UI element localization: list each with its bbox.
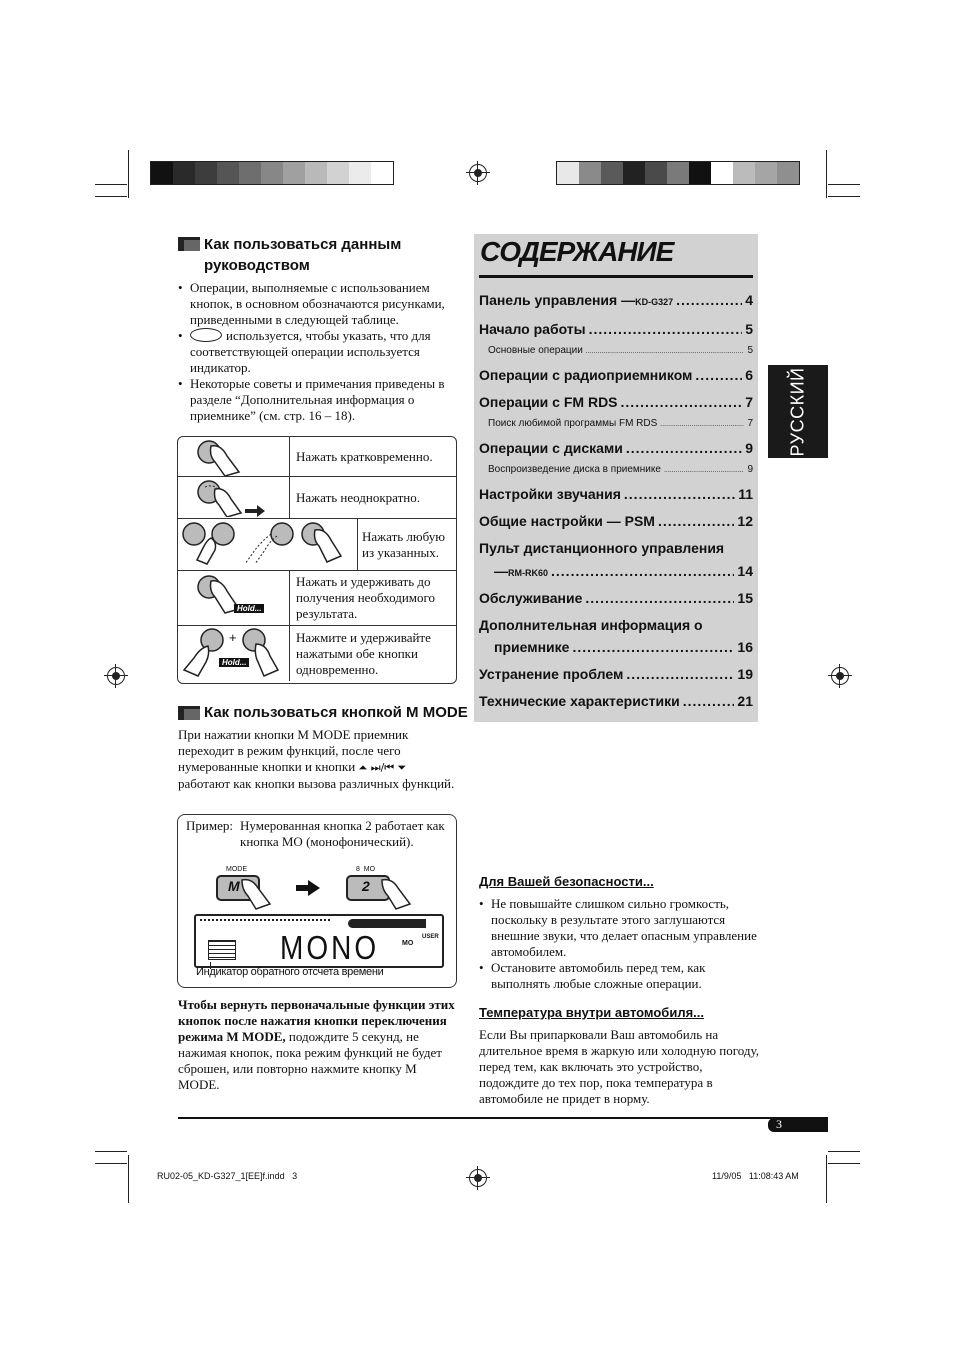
calibration-swatch <box>777 162 799 184</box>
toc-page-number: 5 <box>747 345 753 356</box>
press-hold-label: Нажать и удерживать до получения необходимого результата. <box>296 574 436 621</box>
press-any-icon <box>181 520 351 568</box>
toc-item: Начало работы ..... 5 <box>479 321 753 337</box>
toc-page-number: 4 <box>745 292 753 308</box>
toc-title: СОДЕРЖАНИЕ <box>480 236 674 267</box>
arrow-right-icon <box>296 880 320 896</box>
footer-file-name: RU02-05_KD-G327_1[EE]f.indd 3 <box>157 1171 298 1181</box>
toc-page-number: 5 <box>745 321 753 337</box>
calibration-swatch <box>601 162 623 184</box>
table-of-contents <box>474 234 758 722</box>
language-tab: РУССКИЙ <box>768 365 828 458</box>
toc-item: Устранение проблем ..... 19 <box>479 666 753 682</box>
list-item: • Не повышайте слишком сильно громкость, поскольку в результате этого заглушаются внешние звуки, что делает опасным управление автомобилем. <box>479 896 759 960</box>
calibration-swatch <box>195 162 217 184</box>
lcd-display <box>194 914 444 968</box>
calibration-swatch <box>623 162 645 184</box>
toc-page-number: 11 <box>738 486 753 502</box>
down-button-icon: ⏷ <box>397 761 407 774</box>
registration-mark-right-icon <box>831 667 849 685</box>
calibration-swatch <box>557 162 579 184</box>
press-repeatedly-label: Нажать неоднократно. <box>296 490 420 505</box>
page-number: 3 <box>776 1117 782 1131</box>
toc-page-number: 15 <box>737 590 753 606</box>
toc-item: — RM-RK60 ..... 14 <box>494 563 753 579</box>
toc-page-number: 14 <box>737 563 753 579</box>
list-item: • используется, чтобы указать, что для соответствующей операции используется индикатор. <box>178 328 458 376</box>
toc-subitem: Поиск любимой программы FM RDS ..... 7 <box>488 418 753 429</box>
calibration-swatch <box>305 162 327 184</box>
calibration-swatch <box>151 162 173 184</box>
calibration-swatch <box>371 162 393 184</box>
section-marker-icon <box>178 706 200 720</box>
safety-list <box>479 896 759 992</box>
calibration-swatch <box>349 162 371 184</box>
press-hold-both-label: Нажмите и удерживайте нажатыми обе кнопки одновременно. <box>296 630 431 677</box>
calibration-swatch <box>261 162 283 184</box>
calibration-swatch <box>689 162 711 184</box>
safety-heading: Для Вашей безопасности... <box>479 874 654 889</box>
usage-notes-list <box>178 280 458 424</box>
indicator-oval-icon <box>190 328 222 342</box>
toc-page-number: 6 <box>745 367 753 383</box>
mode-key-button: M <box>216 875 260 901</box>
toc-item: приемнике ..... 16 <box>494 639 753 655</box>
toc-page-number: 19 <box>737 666 753 682</box>
calibration-swatch <box>667 162 689 184</box>
toc-item: Операции с FM RDS ..... 7 <box>479 394 753 410</box>
m-mode-paragraph: При нажатии кнопки M MODE приемник переходит в режим функций, после чего нумерованные кнопки и кнопки ⏶ ⏭/⏮ ⏷ работают как кнопки вызова различных функций. <box>178 727 455 791</box>
press-briefly-label: Нажать кратковременно. <box>296 449 433 464</box>
footer-date: 11/9/05 11:08:43 AM <box>712 1171 799 1181</box>
list-item: • Операции, выполняемые с использованием кнопок, в основном обозначаются рисунками, приведенными в следующей таблице. <box>178 280 458 328</box>
press-any-label: Нажать любую из указанных. <box>362 529 445 560</box>
hold-badge: Hold... <box>234 604 264 613</box>
toc-item: Операции с радиоприемником ..... 6 <box>479 367 753 383</box>
preset-label: 8 MO <box>356 866 376 873</box>
registration-mark-left-icon <box>107 667 125 685</box>
calibration-swatch <box>579 162 601 184</box>
color-calibration-bar-left <box>150 161 394 185</box>
page-number-box <box>768 1118 828 1132</box>
toc-page-number: 7 <box>745 394 753 410</box>
preset-key-button: 2 <box>346 875 390 901</box>
calibration-swatch <box>755 162 777 184</box>
temperature-heading: Температура внутри автомобиля... <box>479 1005 704 1020</box>
example-text: Нумерованная кнопка 2 работает как кнопка MO (монофонический). <box>240 818 445 849</box>
toc-page-number: 9 <box>747 464 753 475</box>
temperature-text: Если Вы припарковали Ваш автомобиль на длительное время в жаркую или холодную погоду, перед тем, как включать это устройство, подождите до тех пор, пока температура в автомобиле не придет в норму. <box>479 1027 759 1106</box>
press-repeatedly-icon <box>195 479 275 517</box>
toc-item: Обслуживание ..... 15 <box>479 590 753 606</box>
section-title-how-to-use: Как пользоваться данным руководством <box>204 236 402 274</box>
toc-subitem: Основные операции ..... 5 <box>488 345 753 356</box>
toc-item: Пульт дистанционного управления <box>479 540 725 556</box>
lcd-mono-text: MONO <box>280 928 380 966</box>
registration-mark-bottom-icon <box>469 1169 487 1187</box>
calibration-swatch <box>239 162 261 184</box>
countdown-indicator-icon <box>208 940 236 960</box>
toc-item: Настройки звучания ..... 11 <box>479 486 753 502</box>
calibration-swatch <box>283 162 305 184</box>
list-item: • Некоторые советы и примечания приведены в разделе “Дополнительная информация о приемнике” (см. стр. 16 – 18). <box>178 376 458 424</box>
calibration-swatch <box>711 162 733 184</box>
hold-badge: Hold... <box>219 658 249 667</box>
press-finger-icon <box>378 878 418 910</box>
press-finger-icon <box>238 878 278 910</box>
calibration-swatch <box>327 162 349 184</box>
toc-page-number: 9 <box>745 440 753 456</box>
up-skip-buttons-icon: ⏶ ⏭/⏮ <box>358 761 395 774</box>
color-calibration-bar-right <box>556 161 800 185</box>
toc-item: Операции с дисками ..... 9 <box>479 440 753 456</box>
footer-rule <box>178 1117 828 1119</box>
return-instructions: Чтобы вернуть первоначальные функции этих кнопок после нажатия кнопки переключения режима M MODE, подождите 5 секунд, не нажимая кнопок, пока режим функций не будет сброшен, или повторно нажмите кнопку M MODE. <box>178 997 455 1092</box>
lcd-mo-indicator: MO <box>402 940 414 947</box>
toc-subitem: Воспроизведение диска в приемнике ..... 9 <box>488 464 753 475</box>
toc-page-number: 12 <box>737 513 753 529</box>
toc-item: Технические характеристики ..... 21 <box>479 693 753 709</box>
toc-item: Общие настройки — PSM ..... 12 <box>479 513 753 529</box>
section-marker-icon <box>178 237 200 251</box>
lcd-user-indicator: USER <box>422 934 439 940</box>
list-item: • Остановите автомобиль перед тем, как выполнять любые сложные операции. <box>479 960 759 992</box>
toc-item: Панель управления — KD-G327 ..... 4 <box>479 292 753 308</box>
example-label: Пример: <box>186 818 233 833</box>
plus-sign: + <box>229 630 237 645</box>
press-finger-icon <box>195 438 255 476</box>
mode-label: MODE <box>226 866 247 873</box>
countdown-caption: Индикатор обратного отсчета времени <box>196 966 384 978</box>
section-title-m-mode: Как пользоваться кнопкой M MODE <box>204 704 468 721</box>
calibration-swatch <box>733 162 755 184</box>
toc-page-number: 21 <box>737 693 753 709</box>
calibration-swatch <box>645 162 667 184</box>
toc-page-number: 7 <box>747 418 753 429</box>
calibration-swatch <box>173 162 195 184</box>
calibration-swatch <box>217 162 239 184</box>
toc-item: Дополнительная информация о <box>479 617 703 633</box>
toc-page-number: 16 <box>737 639 753 655</box>
registration-mark-top-icon <box>469 164 487 182</box>
